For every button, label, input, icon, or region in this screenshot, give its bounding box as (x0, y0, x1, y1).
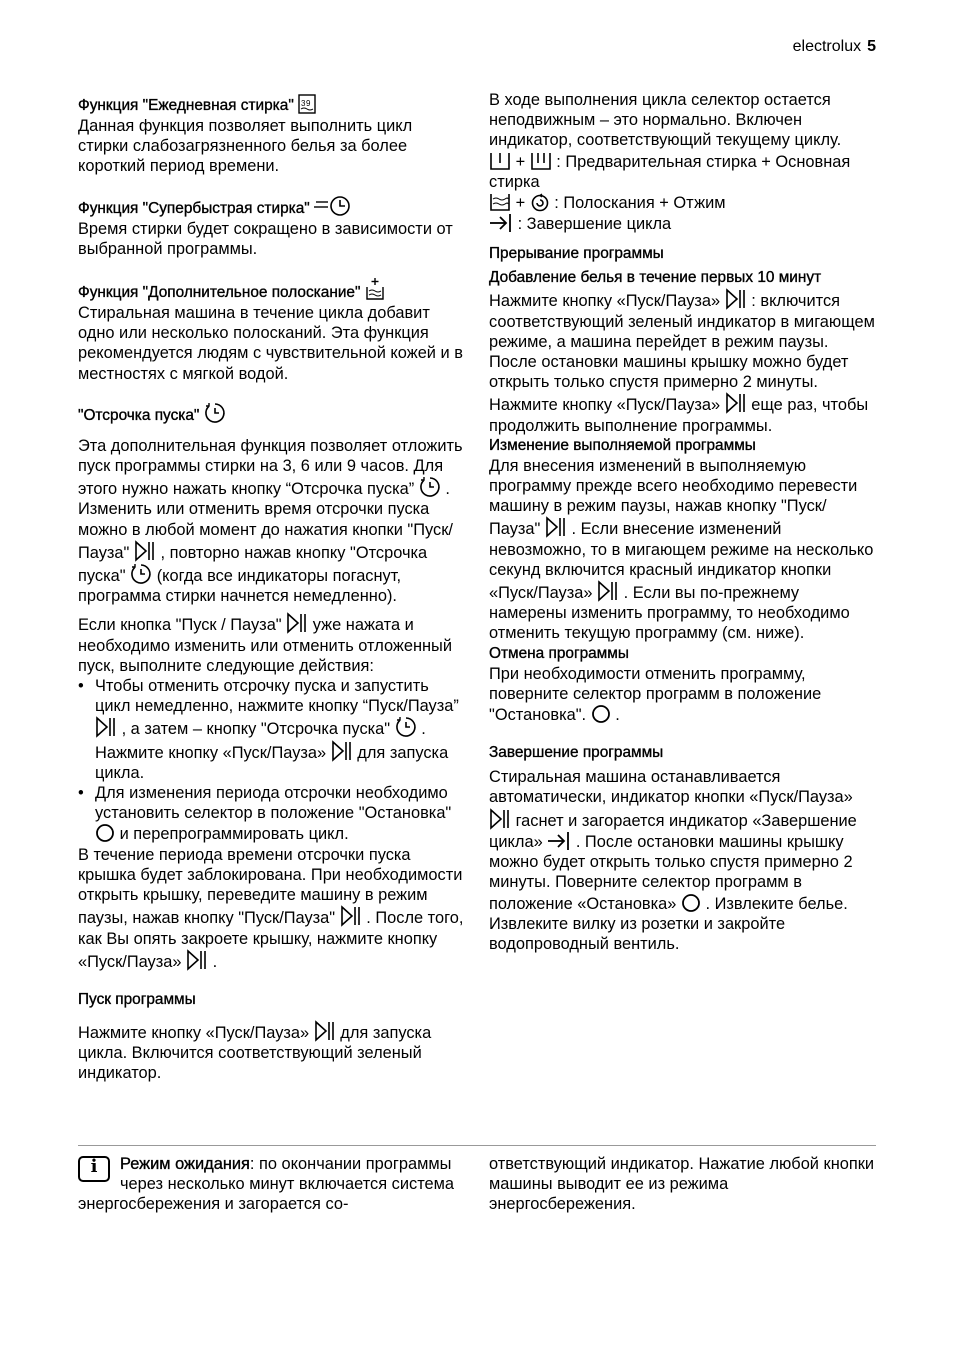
section-heading-interrupt: Прерывание программы (489, 245, 664, 263)
standby-note-text: : по окончании программы через несколько минут включается система энергосбережения и загорается со- (78, 1155, 455, 1214)
delay-paragraph-3: Если кнопка "Пуск / Пауза" уже нажата и необходимо изменить или отменить отложенный пуск, выполните следующие действия: (78, 612, 466, 676)
section-heading-change: Изменение выполняемой программы (489, 436, 756, 454)
standby-note-title: Режим ожидания (120, 1155, 250, 1173)
section-heading-add-laundry: Добавление белья в течение первых 10 минут (489, 269, 822, 287)
info-icon (78, 1156, 110, 1182)
delay-paragraph-1: Эта дополнительная функция позволяет отложить пуск программы стирки на 3, 6 или 9 часов. Для этого нужно нажать кнопку “Отсрочка пуска” . (78, 436, 463, 499)
prewash-icon (489, 151, 511, 171)
indicator-line-wash: + : Предварительная стирка + Основная стирка (489, 152, 851, 191)
right-column (489, 90, 877, 954)
add-laundry-text: Нажмите кнопку «Пуск/Пауза» : включится соответствующий зеленый индикатор в мигающем режиме, а машина перейдет в режим паузы. После остановки машины крышку можно будет открыть только спустя примерно 2 минуты. Нажмите кнопку «Пуск/Пауза» еще раз, чтобы продолжить выполнение программы. (489, 288, 877, 435)
divider (78, 1145, 876, 1146)
section-heading-daily: Функция "Ежедневная стирка" 3 9 (78, 94, 466, 116)
delay-start-icon (130, 563, 152, 585)
list-item: • Чтобы отменить отсрочку пуска и запустить цикл немедленно, нажмите кнопку “Пуск/Пауза” , а затем – кнопку "Отсрочка пуска" . Нажмите кнопку «Пуск/Пауза» для запуска цикла. (78, 676, 466, 783)
off-position-icon (591, 704, 611, 724)
delay-start-icon (395, 716, 417, 738)
start-text: Нажмите кнопку «Пуск/Пауза» для запуска цикла. Включится соответствующий зеленый индикатор. (78, 1020, 466, 1084)
daily-wash-icon (298, 94, 316, 114)
off-position-icon (95, 823, 115, 843)
brand-name: electrolux (792, 38, 862, 55)
start-pause-icon (489, 808, 511, 830)
delay-start-icon (204, 402, 226, 424)
section-heading-super: Функция "Супербыстрая стирка" (78, 195, 466, 219)
start-pause-icon (725, 288, 747, 310)
cycle-indicator-text: В ходе выполнения цикла селектор остается неподвижным – это нормально. Включен индикатор, соответствующий текущему циклу. (489, 91, 842, 150)
start-pause-icon (331, 740, 353, 762)
section-heading-start: Пуск программы (78, 990, 196, 1008)
start-pause-icon (597, 580, 619, 602)
section-heading-end: Завершение программы (489, 744, 664, 762)
end-program-text: Стиральная машина останавливается автоматически, индикатор кнопки «Пуск/Пауза» гаснет и загорается индикатор «Завершение цикла» . После остановки машины крышку можно будет открыть только спустя примерно 2 минуты. Поверните селектор программ в положение «Остановка» . Извлеките белье. Извлеките вилку из розетки и закройте водопроводный вентиль. (489, 768, 857, 953)
svg-text:9: 9 (306, 99, 311, 108)
superquick-wash-icon (314, 195, 354, 217)
page-header (793, 37, 876, 57)
standby-note-continued: ответствующий индикатор. Нажатие любой кнопки машины выводит ее из режима энергосбережения. (489, 1155, 875, 1214)
start-pause-icon (545, 516, 567, 538)
start-pause-icon (340, 905, 362, 927)
start-pause-icon (314, 1020, 336, 1042)
delay-steps-list (78, 676, 466, 845)
start-pause-icon (725, 392, 747, 414)
end-of-cycle-icon (547, 831, 571, 851)
svg-text:3: 3 (301, 99, 306, 108)
start-pause-icon (134, 540, 156, 562)
delay-start-icon (419, 476, 441, 498)
page-number: 5 (867, 38, 876, 55)
rinse-icon (489, 192, 511, 212)
cancel-program-text: При необходимости отменить программу, поверните селектор программ в положение "Остановка". . (489, 664, 822, 725)
change-program-text: Для внесения изменений в выполняемую программу прежде всего необходимо перевести машину в режим паузы, нажав кнопку "Пуск/Пауза" . Если внесение изменений невозможно, то в мигающем режиме на несколько секунд включится красный индикатор кнопки «Пуск/Пауза» . Если вы по-прежнему намерены изменить программу, то необходимо отменить текущую программу (см. ниже). (489, 456, 874, 643)
super-text: Время стирки будет сокращено в зависимости от выбранной программы. (78, 219, 453, 258)
rinse-text: Стиральная машина в течение цикла добавит одно или несколько полосканий. Эта функция рекомендуется людям с чувствительной кожей и в местностях с мягкой водой. (78, 304, 463, 383)
off-position-icon (681, 893, 701, 913)
extra-rinse-icon (365, 277, 385, 301)
start-pause-icon (286, 612, 308, 634)
list-item: • Для изменения периода отсрочки необходимо установить селектор в положение "Остановка" и перепрограммировать цикл. (78, 783, 466, 845)
indicator-line-end: : Завершение цикла (489, 213, 877, 234)
daily-text: Данная функция позволяет выполнить цикл стирки слабозагрязненного белья за более короткий период времени. (78, 117, 413, 176)
delay-paragraph-2: Изменить или отменить время отсрочки пуска можно в любой момент до нажатия кнопки "Пуск/Пауза" , повторно нажав кнопку "Отсрочка пуска" (когда все индикаторы погаснут, программа стирки начнется немедленно). (78, 500, 453, 606)
section-heading-delay: "Отсрочка пуска" (78, 402, 466, 426)
section-heading-rinse: Функция "Дополнительное полоскание" (78, 277, 466, 303)
standby-note (78, 1154, 468, 1215)
spin-icon (530, 192, 550, 212)
start-pause-icon (186, 949, 208, 971)
end-of-cycle-icon (489, 213, 513, 233)
left-column (78, 92, 466, 1084)
delay-paragraph-4: В течение периода времени отсрочки пуска крышка будет заблокирована. При необходимости открыть крышку, переведите машину в режим паузы, нажав кнопку "Пуск/Пауза" . После того, как Вы опять закроете крышку, нажмите кнопку «Пуск/Пауза» . (78, 845, 464, 971)
section-heading-cancel: Отмена программы (489, 644, 629, 662)
start-pause-icon (95, 716, 117, 738)
main-wash-icon (530, 151, 552, 171)
indicator-line-rinse: + : Полоскания + Отжим (489, 192, 877, 213)
